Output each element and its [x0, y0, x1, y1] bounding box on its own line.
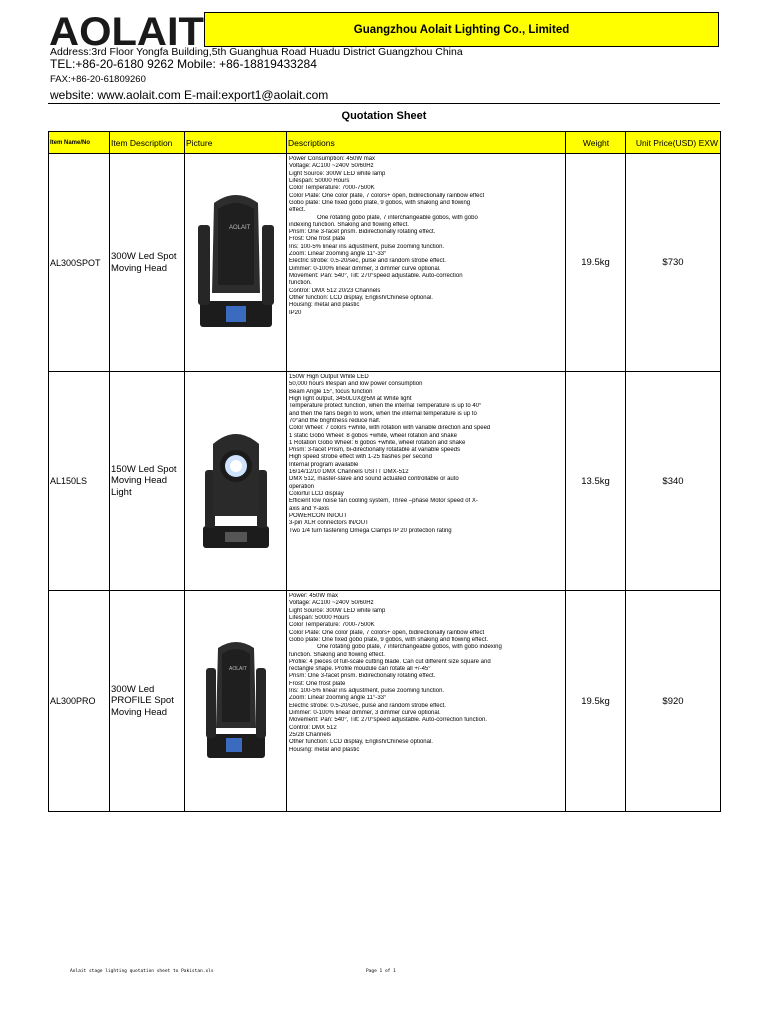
spec-line: Movement: Pan: 540°, Tilt: 270°speed adjustable. Auto-correction function.: [289, 717, 487, 724]
spec-line: Color Temperature: 7000-7500K: [289, 185, 375, 192]
table-row: [49, 154, 721, 372]
item-specifications: [287, 154, 566, 372]
spec-line: Other function: LCD display, English/Chinese optional.: [289, 739, 433, 746]
spec-line: High light output, 3450LUX@5M at White light: [289, 395, 412, 402]
spec-line: 150W High Output White LED: [289, 374, 369, 380]
spec-line: Iris: 100-5% linear iris adjustment, pulse zooming function.: [289, 243, 445, 250]
spec-line: Color Plate: One color plate, 7 colors+ open, bidirectionally rainbow effect: [289, 192, 485, 199]
item-weight: 19.5kg: [566, 591, 626, 812]
moving-head-image: [196, 185, 276, 335]
spec-line: Prism: 3-facet Prism, bi-directionally rotatable at variable speeds: [289, 447, 461, 454]
spec-line: Beam Angle 15°, focus function: [289, 388, 373, 395]
item-model: AL300PRO: [49, 591, 110, 812]
item-description: 300W Led Spot Moving Head: [110, 154, 185, 372]
spec-line: POWERCON IN/OUT: [289, 512, 347, 519]
moving-head-image: [204, 634, 268, 764]
spec-line: 1 Rotation Gobo Wheel: 6 gobos +white, wheel rotation and shake: [289, 439, 466, 446]
logo-text: AOLAIT: [49, 10, 204, 50]
spec-line: Prism: One 3-facet prism. Bidirectionally rotating effect.: [289, 673, 436, 680]
product-picture: [185, 154, 287, 372]
col-header-descriptions: Descriptions: [287, 132, 566, 154]
footer-page-number: Page 1 of 1: [366, 969, 396, 974]
spec-line: One rotating gobo plate, 7 interchangeable gobos, with gobo: [317, 214, 478, 221]
company-name-banner: [204, 12, 719, 47]
spec-line: Voltage: AC100 ~240V 50/60Hz: [289, 600, 374, 607]
item-description: 150W Led Spot Moving Head Light: [110, 372, 185, 591]
spec-line: One rotating gobo plate, 7 interchangeable gobos, with gobo indexing: [317, 644, 502, 651]
spec-line: Gobo plate: One fixed gobo plate, 9 gobos, with shaking and flowing: [289, 199, 471, 206]
spec-line: Frost: One frost plate: [289, 236, 346, 243]
company-logo: [49, 10, 204, 50]
spec-line: Color Temperature: 7000-7500K: [289, 622, 375, 629]
spec-line: Lifespan: 50000 Hours: [289, 614, 350, 621]
spec-line: Gobo plate: One fixed gobo plate, 9 gobos, with shaking and flowing effect.: [289, 636, 489, 643]
spec-line: Dimmer: 0-100% linear dimmer, 3 dimmer curve optional.: [289, 265, 441, 272]
spec-line: 70°and the brightness reduce half.: [289, 417, 381, 424]
col-header-unit-price: Unit Price(USD) EXW: [626, 132, 721, 154]
spec-line: Control: DMX 512: [289, 724, 337, 731]
header-divider: [48, 103, 720, 104]
spec-line: Voltage: AC100 ~240V 50/60Hz: [289, 163, 374, 170]
spec-line: Other function: LCD display, English/Chinese optional.: [289, 294, 433, 301]
spec-line: Power Consumption: 450W max: [289, 156, 376, 162]
spec-line: Two 1/4 turn fastening Omega Clamps IP 20 protection rating: [289, 527, 452, 534]
spec-line: Power: 450W max: [289, 593, 339, 599]
company-fax: FAX:+86-20-61809260: [50, 74, 146, 85]
spec-line: Temperature protect function, when the internal Temperature is up to 40°: [289, 403, 482, 410]
company-address: Address:3rd Floor Yongfa Building,5th Guanghua Road Huadu District Guangzhou China: [50, 46, 463, 58]
moving-head-image: [199, 404, 273, 554]
spec-line: Dimmer: 0-100% linear dimmer, 3 dimmer curve optional.: [289, 710, 441, 716]
spec-line: Lifespan: 50000 Hours: [289, 177, 350, 184]
spec-line: Color Wheel: 7 colors +white, with rotation with variable direction and speed: [289, 425, 491, 432]
item-description: 300W Led PROFILE Spot Moving Head: [110, 591, 185, 812]
col-header-weight: Weight: [566, 132, 626, 154]
col-header-picture: Picture: [185, 132, 287, 154]
spec-line: 1 static Gobo Wheel: 8 gobos +white, wheel rotation and shake: [289, 432, 457, 439]
quotation-table: [48, 131, 721, 812]
sheet-title: Quotation Sheet: [341, 110, 427, 122]
item-unit-price: $340: [626, 372, 721, 591]
spec-line: and then the fans begin to work, when the internal temperature is up to: [289, 410, 477, 417]
spec-line: function. Shaking and flowing effect.: [289, 651, 385, 658]
spec-line: rectangle shape. Profile moudule can rotate all +/-45°: [289, 666, 431, 673]
spec-line: axis and Y-axis: [289, 505, 330, 512]
spec-line: 50,000 hours lifespan and low power consumption: [289, 381, 423, 388]
spec-line: Iris: 100-5% linear iris adjustment, pulse zooming function.: [289, 688, 445, 695]
spec-line: Light Source: 300W LED white lamp: [289, 170, 386, 177]
spec-line: Prism: One 3-facet prism. Bidirectionally rotating effect.: [289, 229, 436, 236]
table-row: [49, 372, 721, 591]
company-phone: TEL:+86-20-6180 9262 Mobile: +86-18819433284: [50, 57, 317, 71]
spec-line: Color Plate: One color plate, 7 colors+ open, bidirectionally rainbow effect: [289, 629, 485, 636]
item-weight: 19.5kg: [566, 154, 626, 372]
col-header-item-name: Item Name/No: [49, 132, 110, 154]
spec-line: Colorful LCD display: [289, 491, 344, 497]
spec-line: Internal program available: [289, 461, 359, 468]
spec-line: 16/14/12/10 DMX Channels USITT DMX-512: [289, 469, 409, 476]
item-model: AL150LS: [49, 372, 110, 591]
company-website-email: website: www.aolait.com E-mail:export1@aolait.com: [50, 88, 329, 102]
col-header-item-description: Item Description: [110, 132, 185, 154]
spec-line: Control: DMX 512 20/23 Channels: [289, 287, 381, 294]
spec-line: High speed strobe effect with 1-25 flashes per second: [289, 454, 432, 461]
spec-line: Profile: 4 pieces of full-scale cutting blade. Can cut different size square and: [289, 658, 491, 665]
spec-line: Electric strobe: 0.5-20/sec, pulse and random strobe effect.: [289, 258, 446, 265]
product-picture: [185, 372, 287, 591]
spec-line: DMX 512, master-slave and sound actuated controllable or auto: [289, 476, 459, 483]
item-model: AL300SPOT: [49, 154, 110, 372]
spec-line: Movement: Pan: 540°, Tilt: 270°speed adjustable. Auto-correction: [289, 273, 463, 279]
spec-line: function.: [289, 280, 312, 287]
spec-line: IP20: [289, 309, 302, 316]
product-picture: [185, 591, 287, 812]
spec-line: Electric strobe: 0.5-20/sec, pulse and random strobe effect.: [289, 702, 446, 709]
spec-line: Efficient low noise fan cooling system, Three –phase Motor speed of X-: [289, 498, 478, 505]
item-specifications: [287, 591, 566, 812]
spec-line: Housing: metal and plastic: [289, 746, 360, 753]
spec-line: Zoom: Linear zooming angle 11°-33°: [289, 695, 387, 702]
item-weight: 13.5kg: [566, 372, 626, 591]
item-specifications: [287, 372, 566, 591]
spec-line: effect.: [289, 207, 306, 214]
spec-line: indexing function. Shaking and flowing effect.: [289, 221, 409, 228]
product-brand-mark: AOLAIT: [228, 665, 247, 672]
spec-line: Light Source: 300W LED white lamp: [289, 607, 386, 614]
company-name: Guangzhou Aolait Lighting Co., Limited: [353, 23, 570, 36]
footer-filename: Aolait stage lighting quotation sheet to Pakistan.xls: [70, 969, 214, 974]
spec-line: 3-pin XLR connectors IN/OUT: [289, 520, 369, 527]
product-brand-mark: AOLAIT: [228, 225, 250, 231]
spec-line: Zoom: Linear zooming angle 11°-33°: [289, 251, 387, 258]
item-unit-price: $730: [626, 154, 721, 372]
table-row: [49, 591, 721, 812]
spec-line: Frost: One frost plate: [289, 680, 346, 687]
spec-line: 25/28 Channels: [289, 731, 332, 738]
spec-line: operation: [289, 483, 315, 490]
table-header-row: [49, 132, 721, 154]
spec-line: Housing: metal and plastic: [289, 302, 360, 309]
item-unit-price: $920: [626, 591, 721, 812]
